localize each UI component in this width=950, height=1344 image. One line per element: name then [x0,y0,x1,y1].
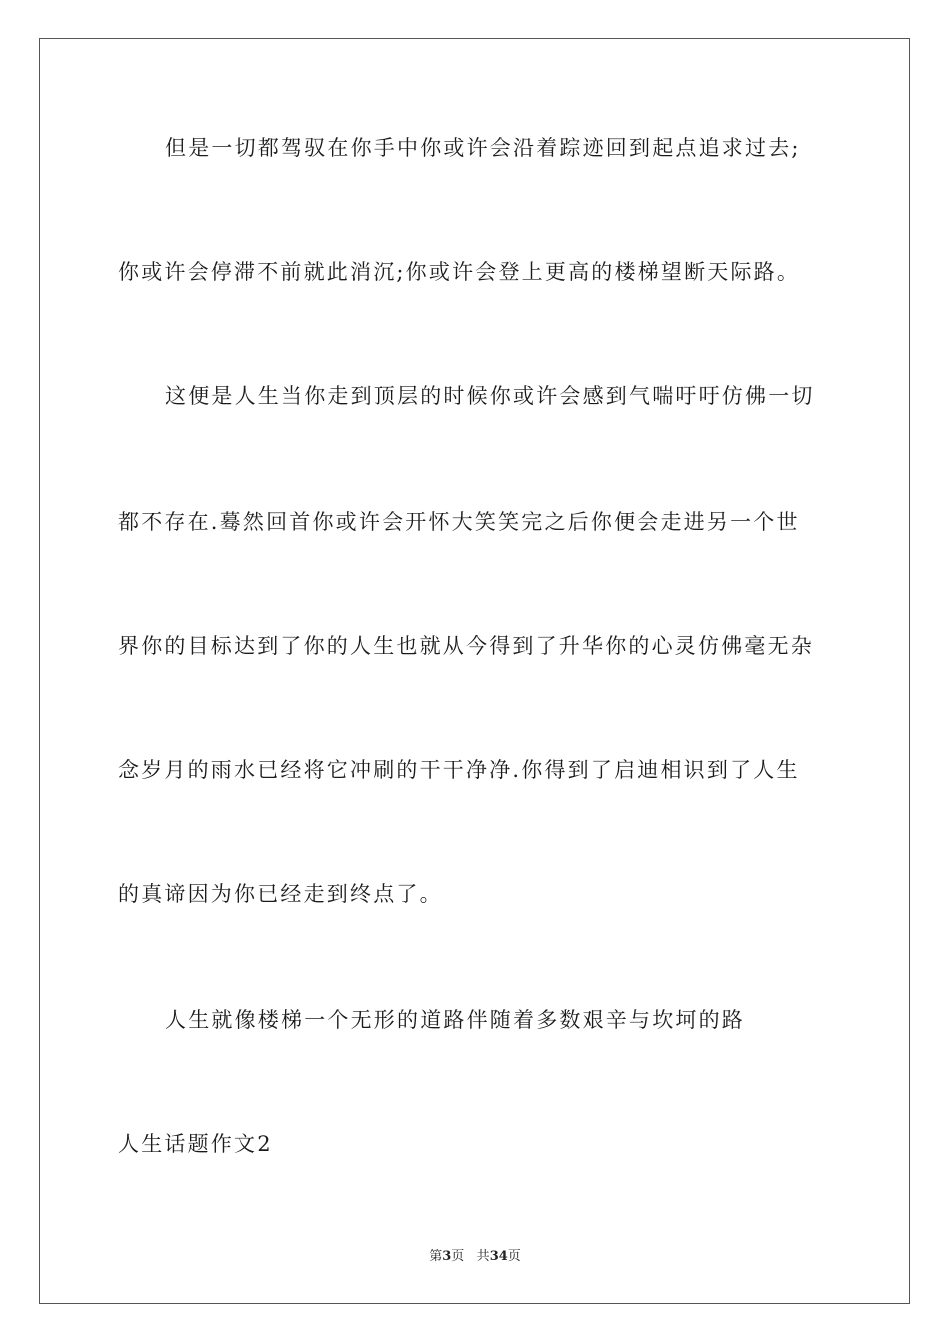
footer-total-prefix: 共 [476,1249,490,1264]
paragraph-2-line-4: 念岁月的雨水已经将它冲刷的干干净净.你得到了启迪相识到了人生 [118,758,800,782]
paragraph-1-line-1: 但是一切都驾驭在你手中你或许会沿着踪迹回到起点追求过去; [165,136,801,160]
footer-total-suffix: 页 [507,1249,521,1264]
paragraph-2-line-1: 这便是人生当你走到顶层的时候你或许会感到气喘吁吁仿佛一切 [165,384,815,408]
section-heading: 人生话题作文2 [118,1132,273,1156]
page-frame [39,38,910,1304]
footer-page-prefix: 第 [429,1249,443,1264]
paragraph-2-line-3: 界你的目标达到了你的人生也就从今得到了升华你的心灵仿佛毫无杂 [118,634,814,658]
page-footer [0,1250,950,1263]
paragraph-1-line-2: 你或许会停滞不前就此消沉;你或许会登上更高的楼梯望断天际路。 [118,260,801,284]
footer-page-number: 3 [442,1249,452,1264]
paragraph-2-line-2: 都不存在.蓦然回首你或许会开怀大笑笑完之后你便会走进另一个世 [118,510,800,534]
paragraph-2-line-5: 的真谛因为你已经走到终点了。 [118,882,443,906]
paragraph-3-line-1: 人生就像楼梯一个无形的道路伴随着多数艰辛与坎坷的路 [165,1008,745,1032]
footer-page-suffix: 页 [451,1249,465,1264]
footer-total-pages: 34 [489,1249,508,1264]
